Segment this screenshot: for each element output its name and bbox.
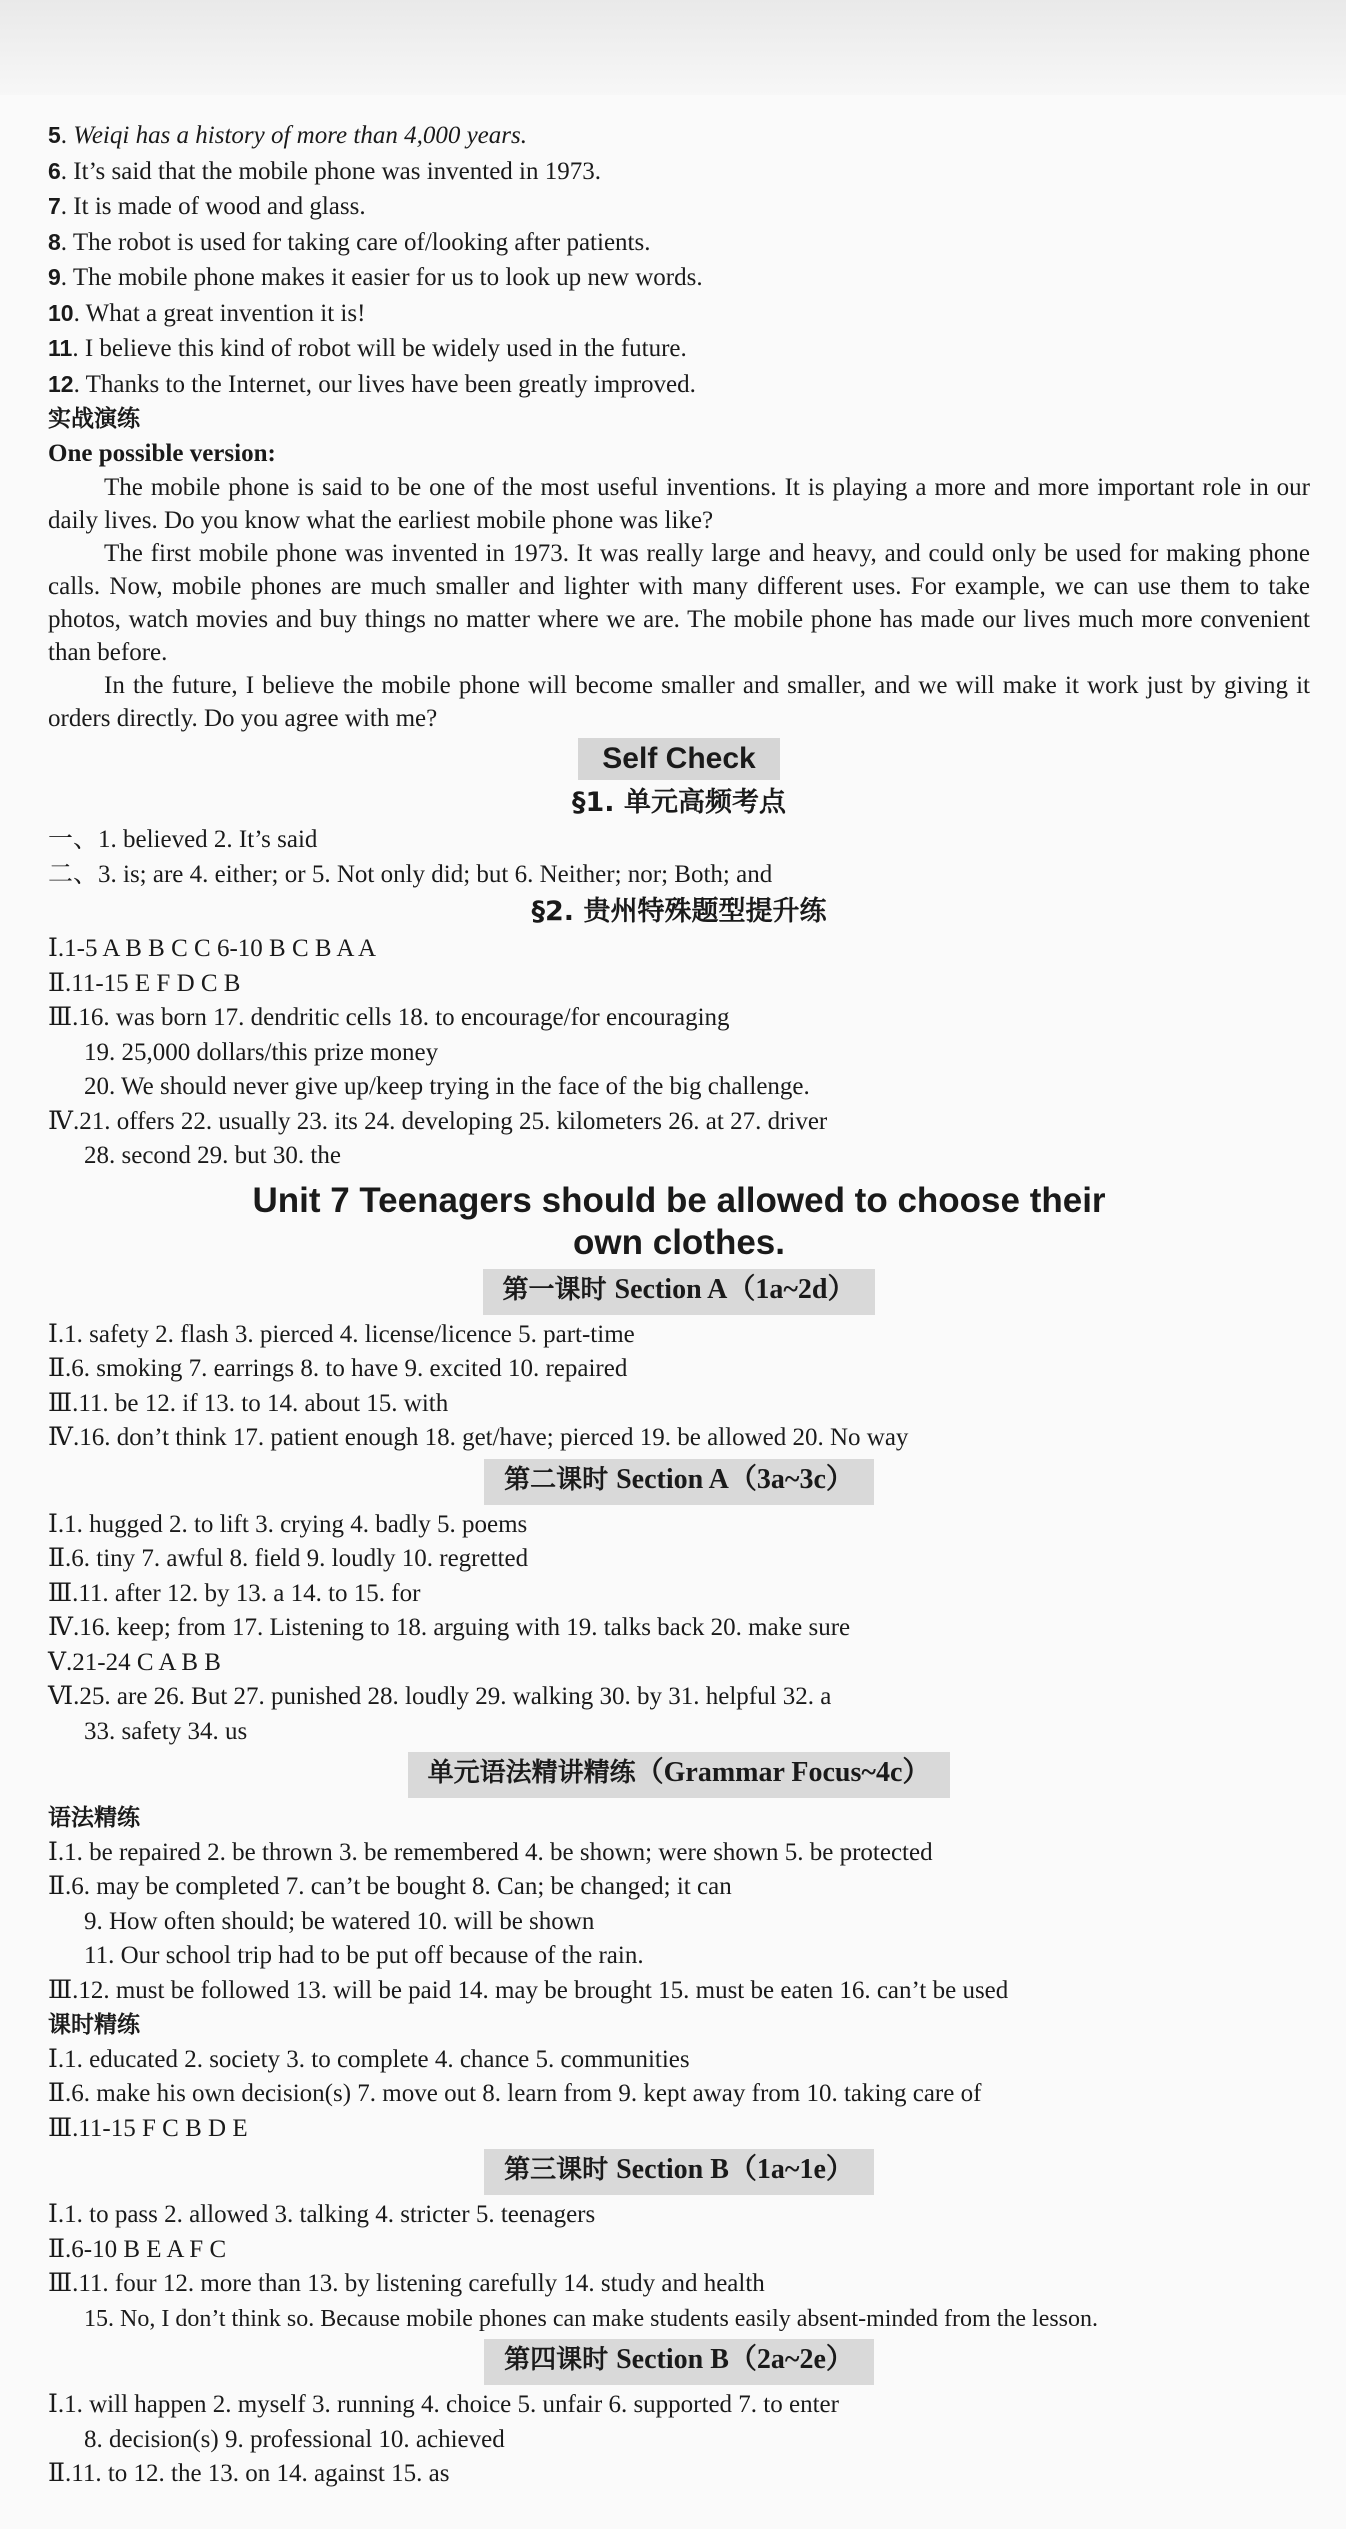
- answer-line: Ⅰ.1-5 A B B C C 6-10 B C B A A: [48, 935, 377, 962]
- answer-line: 8. decision(s) 9. professional 10. achieved: [84, 2425, 505, 2453]
- section-heading: §2. 贵州特殊题型提升练: [531, 896, 827, 927]
- answer-line: 28. second 29. but 30. the: [84, 1142, 341, 1169]
- essay-paragraph: The first mobile phone was invented in 1973. It was really large and heavy, and could only be used for making phone calls. Now, mobile phones are much smaller and lighter with many different uses. For example, we can use them to take photos, watch movies and buy things no matter where we are. The mobile phone has made our lives much more convenient than before.: [48, 540, 1310, 666]
- sub-heading: 课时精练: [48, 2012, 140, 2038]
- answer-line: 一、1. believed 2. It’s said: [48, 826, 318, 853]
- answer-line: 12. Thanks to the Internet, our lives have been greatly improved.: [48, 370, 696, 398]
- lesson-banner: 第二课时 Section A（3a~3c）: [484, 1459, 874, 1505]
- answer-line: Ⅱ.6. may be completed 7. can’t be bought 8. Can; be changed; it can: [48, 1873, 732, 1900]
- version-label: One possible version:: [48, 439, 276, 467]
- lesson-banner: 第一课时 Section A（1a~2d）: [483, 1269, 876, 1315]
- answer-line: Ⅲ.11. after 12. by 13. a 14. to 15. for: [48, 1579, 421, 1607]
- answer-line: Ⅰ.1. hugged 2. to lift 3. crying 4. badly 5. poems: [48, 1510, 528, 1538]
- answer-line: Ⅱ.6-10 B E A F C: [48, 2235, 227, 2263]
- essay-paragraph: The mobile phone is said to be one of the most useful inventions. It is playing a more and more important role in our daily lives. Do you know what the earliest mobile phone was like?: [48, 474, 1310, 534]
- answer-line: Ⅲ.12. must be followed 13. will be paid 14. may be brought 15. must be eaten 16. can’t be used: [48, 1976, 1009, 2004]
- answer-line: Ⅱ.6. make his own decision(s) 7. move out 8. learn from 9. kept away from 10. taking care of: [48, 2080, 982, 2107]
- answer-text: Weiqi has a history of more than 4,000 years.: [73, 122, 527, 149]
- answer-line: Ⅱ.11. to 12. the 13. on 14. against 15. as: [48, 2460, 450, 2487]
- answer-line: 15. No, I don’t think so. Because mobile phones can make students easily absent-minded from the lesson.: [84, 2305, 1099, 2332]
- unit-title: [48, 1180, 1310, 1264]
- top-shade: [0, 0, 1346, 95]
- answer-line: Ⅲ.11. four 12. more than 13. by listening carefully 14. study and health: [48, 2270, 765, 2297]
- intro-answers: [48, 118, 1310, 402]
- lesson-banner: 第三课时 Section B（1a~1e）: [484, 2149, 874, 2195]
- unit-title-line: Unit 7 Teenagers should be allowed to choose their: [252, 1180, 1106, 1220]
- answer-line: 10. What a great invention it is!: [48, 299, 366, 327]
- answer-line: Ⅵ.25. are 26. But 27. punished 28. loudly 29. walking 30. by 31. helpful 32. a: [48, 1683, 832, 1710]
- answer-line: 19. 25,000 dollars/this prize money: [84, 1038, 439, 1066]
- lesson-banner: 第四课时 Section B（2a~2e）: [484, 2339, 874, 2385]
- practice-heading: 实战演练: [48, 406, 140, 432]
- answer-line: 11. I believe this kind of robot will be widely used in the future.: [48, 335, 687, 362]
- essay-paragraph: In the future, I believe the mobile phone will become smaller and smaller, and we will make it work just by giving it orders directly. Do you agree with me?: [48, 672, 1310, 732]
- answer-line: 20. We should never give up/keep trying in the face of the big challenge.: [84, 1073, 810, 1100]
- grammar-banner: 单元语法精讲精练（Grammar Focus~4c）: [408, 1752, 951, 1798]
- answer-line: Ⅰ.1. to pass 2. allowed 3. talking 4. stricter 5. teenagers: [48, 2201, 596, 2228]
- answer-line: 7. It is made of wood and glass.: [48, 193, 366, 220]
- answer-line: Ⅳ.21. offers 22. usually 23. its 24. developing 25. kilometers 26. at 27. driver: [48, 1107, 828, 1135]
- answer-line: Ⅲ.11-15 F C B D E: [48, 2114, 248, 2142]
- answer-line: Ⅰ.1. educated 2. society 3. to complete 4. chance 5. communities: [48, 2045, 690, 2073]
- answer-line: Ⅳ.16. keep; from 17. Listening to 18. arguing with 19. talks back 20. make sure: [48, 1614, 851, 1641]
- answer-line: Ⅰ.1. be repaired 2. be thrown 3. be remembered 4. be shown; were shown 5. be protected: [48, 1838, 933, 1866]
- answer-line: 33. safety 34. us: [84, 1717, 248, 1745]
- answer-line: Ⅲ.16. was born 17. dendritic cells 18. to encourage/for encouraging: [48, 1004, 730, 1031]
- answer-line: 二、3. is; are 4. either; or 5. Not only did; but 6. Neither; nor; Both; and: [48, 860, 773, 888]
- content: [48, 118, 1310, 2492]
- answer-line: Ⅱ.11-15 E F D C B: [48, 969, 241, 997]
- answer-line: Ⅱ.6. smoking 7. earrings 8. to have 9. excited 10. repaired: [48, 1355, 628, 1382]
- answer-line: Ⅰ.1. will happen 2. myself 3. running 4. choice 5. unfair 6. supported 7. to enter: [48, 2391, 839, 2418]
- answer-line: 6. It’s said that the mobile phone was invented in 1973.: [48, 157, 601, 185]
- answer-line: Ⅲ.11. be 12. if 13. to 14. about 15. with: [48, 1389, 449, 1417]
- answer-line: Ⅰ.1. safety 2. flash 3. pierced 4. license/licence 5. part-time: [48, 1320, 635, 1348]
- answer-line: Ⅱ.6. tiny 7. awful 8. field 9. loudly 10. regretted: [48, 1545, 529, 1572]
- unit-title-line: own clothes.: [573, 1222, 785, 1262]
- answer-line: Ⅴ.21-24 C A B B: [48, 1648, 221, 1676]
- answer-line: Ⅳ.16. don’t think 17. patient enough 18. get/have; pierced 19. be allowed 20. No way: [48, 1424, 909, 1451]
- sub-heading: 语法精练: [48, 1805, 140, 1831]
- self-check-banner: Self Check: [578, 738, 779, 780]
- answer-line: 8. The robot is used for taking care of/looking after patients.: [48, 228, 651, 256]
- section-heading: §1. 单元高频考点: [572, 787, 786, 818]
- answer-line: 5. Weiqi has a history of more than 4,000 years.: [48, 122, 527, 149]
- answer-line: 9. The mobile phone makes it easier for us to look up new words.: [48, 264, 703, 291]
- answer-line: 11. Our school trip had to be put off because of the rain.: [84, 1942, 644, 1969]
- answer-line: 9. How often should; be watered 10. will be shown: [84, 1907, 595, 1935]
